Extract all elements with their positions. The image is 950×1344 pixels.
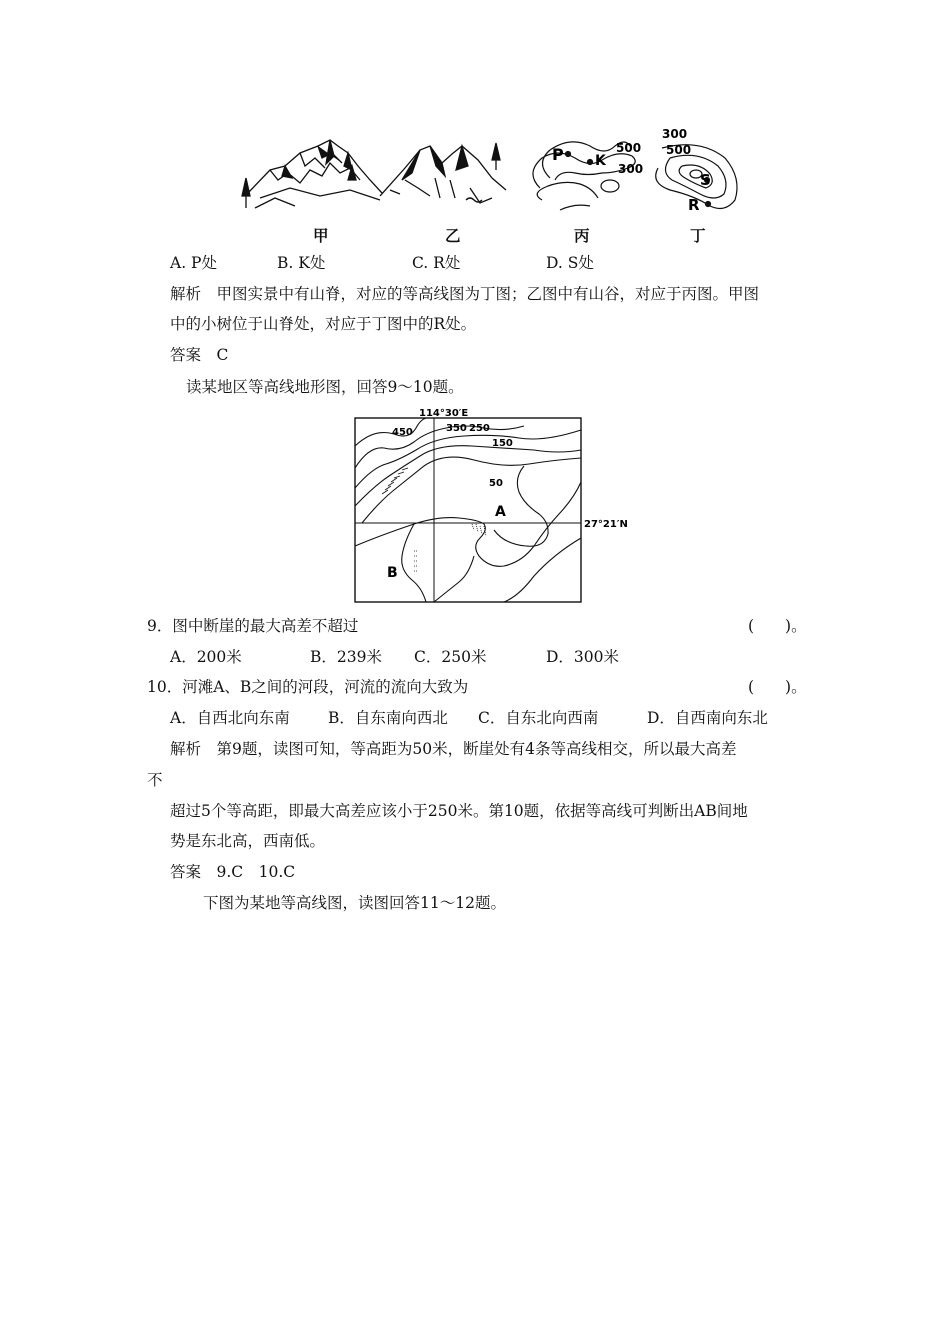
q10-option-a: A．自西北向东南 <box>170 709 290 727</box>
q10-option-c: C．自东北向西南 <box>478 709 599 727</box>
label-r: R <box>688 196 700 214</box>
q9-option-b: B．239米 <box>310 648 382 666</box>
analysis-9-10-line3: 超过5个等高距，即最大高差应该小于250米。第10题，依据等高线可判断出AB间地 <box>170 802 748 820</box>
q9-stem: 9．图中断崖的最大高差不超过 <box>147 617 359 635</box>
q8-option-c: C. R处 <box>412 254 461 272</box>
q9-blank: ( )。 <box>748 617 807 635</box>
analysis-9-10-line1: 解析 第9题，读图可知，等高距为50米，断崖处有4条等高线相交，所以最大高差 <box>170 740 737 758</box>
label-s: S <box>700 171 711 189</box>
label-ding-300: 300 <box>662 127 688 141</box>
q10-blank: ( )。 <box>748 678 807 696</box>
answer-9-10: 答案 9.C 10.C <box>170 863 296 881</box>
q8-analysis-line2: 中的小树位于山脊处，对应于丁图中的R处。 <box>170 315 477 333</box>
q8-option-d: D. S处 <box>546 254 594 272</box>
q8-answer: 答案 C <box>170 346 229 364</box>
q10-stem: 10．河滩A、B之间的河段，河流的流向大致为 <box>147 678 469 696</box>
map2-point-a: A <box>495 504 506 520</box>
map2-point-b: B <box>387 565 398 581</box>
label-bing-300: 300 <box>618 162 644 176</box>
map2-contour-350: 350 <box>446 423 467 434</box>
q8-option-a: A. P处 <box>170 254 217 272</box>
q9-option-d: D．300米 <box>546 648 620 666</box>
panel-yi-valley-sketch <box>380 143 506 203</box>
label-p: P <box>552 145 564 164</box>
figure-terrain-panels <box>230 118 750 223</box>
caption-ding: 丁 <box>690 226 706 245</box>
q9-option-c: C．250米 <box>414 648 487 666</box>
analysis-9-10-line4: 势是东北高，西南低。 <box>170 832 326 850</box>
caption-bing: 丙 <box>574 226 590 245</box>
label-bing-500: 500 <box>616 141 642 155</box>
map2-lat-label: 27°21′N <box>584 519 628 530</box>
caption-yi: 乙 <box>445 226 461 245</box>
intro-11-12: 下图为某地等高线图，读图回答11～12题。 <box>203 894 506 912</box>
q10-option-b: B．自东南向西北 <box>328 709 448 727</box>
contour-map-2 <box>354 406 644 604</box>
analysis-9-10-line2: 不 <box>147 771 163 789</box>
q8-analysis-line1: 解析 甲图实景中有山脊，对应的等高线图为丁图；乙图中有山谷，对应于丙图。甲图 <box>170 285 760 303</box>
map2-contour-150: 150 <box>492 438 513 449</box>
label-k: K <box>595 153 606 169</box>
panel-jia-mountain-sketch <box>242 140 382 208</box>
q9-option-a: A．200米 <box>170 648 242 666</box>
q8-option-b: B. K处 <box>277 254 326 272</box>
map2-contour-450: 450 <box>392 427 413 438</box>
label-ding-500: 500 <box>666 143 692 157</box>
map2-lon-label: 114°30′E <box>419 408 469 419</box>
intro-9-10: 读某地区等高线地形图，回答9～10题。 <box>186 378 464 396</box>
map2-contour-250: 250 <box>469 423 490 434</box>
map2-contour-50: 50 <box>489 478 503 489</box>
q10-option-d: D．自西南向东北 <box>647 709 768 727</box>
caption-jia: 甲 <box>313 226 329 245</box>
